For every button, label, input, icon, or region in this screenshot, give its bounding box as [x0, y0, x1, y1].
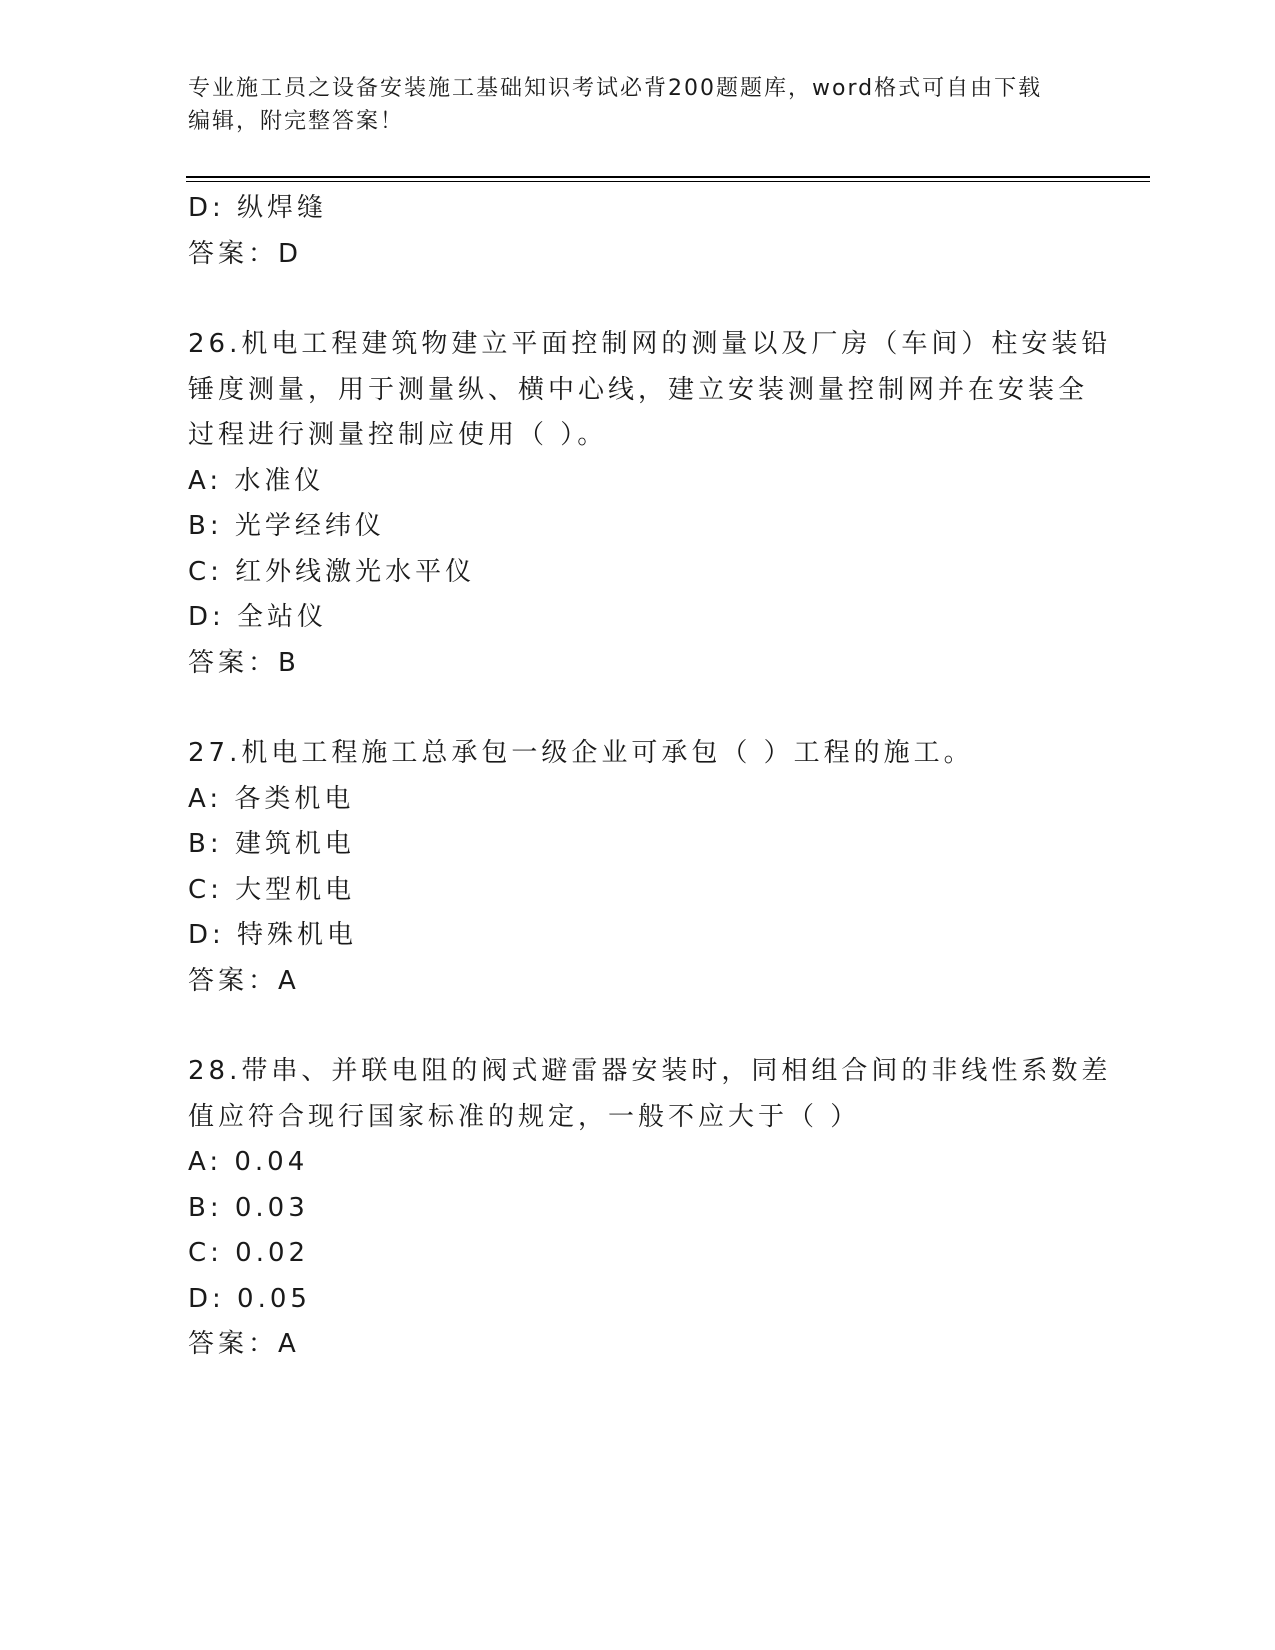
header-title-line-1: 专业施工员之设备安装施工基础知识考试必背200题题库，word格式可自由下载 — [188, 76, 1043, 101]
question-28 — [188, 1049, 1112, 1368]
header-divider-thin — [186, 181, 1150, 182]
answer: 答案：A — [188, 1329, 300, 1359]
answer: 答案：A — [188, 965, 300, 996]
option-a: A: 水准仪 — [188, 465, 325, 496]
option-a: A: 各类机电 — [188, 783, 355, 814]
option-c: C: 大型机电 — [188, 874, 356, 905]
answer: 答案：B — [188, 647, 300, 678]
question-text-line: 锤度测量，用于测量纵、横中心线，建立安装测量控制网并在安装全 — [188, 374, 1089, 405]
spacer — [188, 686, 1088, 731]
option-b: B: 建筑机电 — [188, 829, 355, 859]
document-header — [188, 72, 1088, 138]
header-divider-thick — [186, 176, 1150, 178]
question-content — [188, 186, 1112, 1368]
question-26 — [188, 322, 1112, 686]
prev-answer: 答案：D — [188, 238, 303, 269]
option-b: B: 0.03 — [188, 1192, 309, 1223]
question-text-line: 28.带串、并联电阻的阀式避雷器安装时，同相组合间的非线性系数差 — [188, 1056, 1112, 1086]
question-text-line: 27.机电工程施工总承包一级企业可承包（ ）工程的施工。 — [188, 738, 974, 768]
option-d: D: 0.05 — [188, 1283, 311, 1314]
question-text-line: 值应符合现行国家标准的规定，一般不应大于（ ） — [188, 1101, 861, 1132]
prev-option-d: D: 纵焊缝 — [188, 193, 328, 223]
question-27 — [188, 731, 1088, 1004]
question-text-line: 26.机电工程建筑物建立平面控制网的测量以及厂房（车间）柱安装铅 — [188, 329, 1112, 359]
option-a: A: 0.04 — [188, 1147, 309, 1177]
option-c: C: 红外线激光水平仪 — [188, 556, 476, 587]
spacer — [188, 1004, 1088, 1049]
header-title-line-2: 编辑，附完整答案！ — [188, 109, 405, 134]
question-text-line: 过程进行测量控制应使用（ ）。 — [188, 420, 608, 450]
option-c: C: 0.02 — [188, 1238, 310, 1268]
option-d: D: 全站仪 — [188, 602, 328, 632]
option-d: D: 特殊机电 — [188, 920, 358, 950]
option-b: B: 光学经纬仪 — [188, 511, 385, 541]
spacer — [188, 277, 1088, 322]
